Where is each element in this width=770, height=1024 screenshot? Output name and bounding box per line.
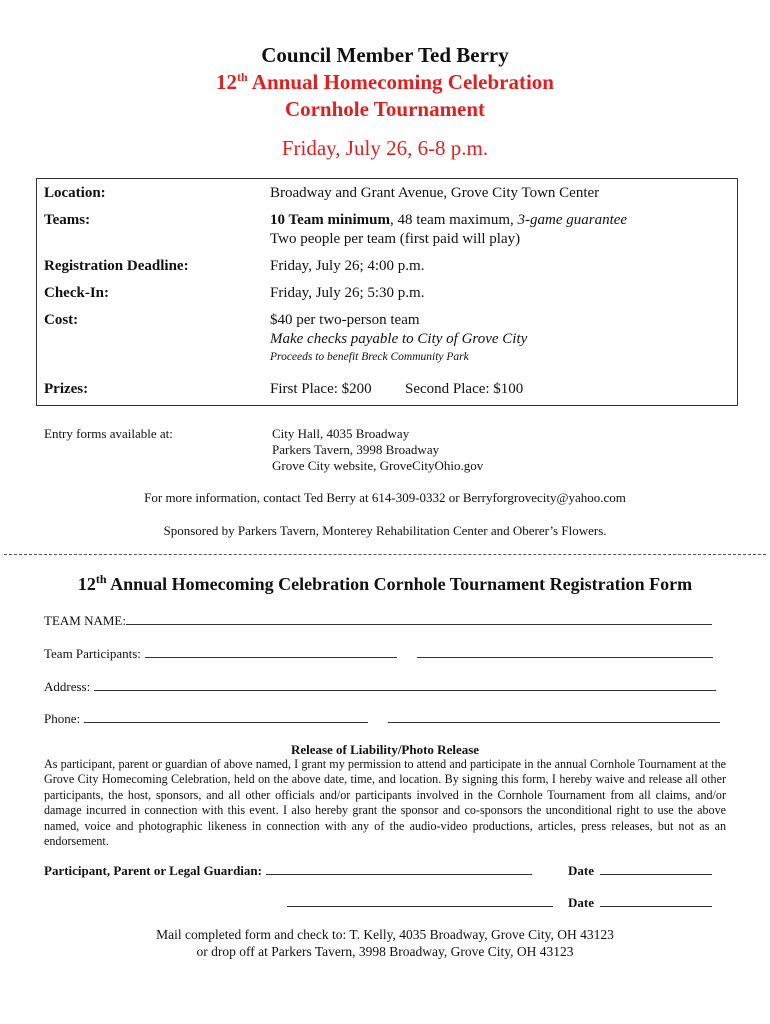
location-value: Broadway and Grant Avenue, Grove City Town Center: [270, 185, 600, 201]
date-row-1: [568, 862, 712, 879]
entry-location-city-hall: City Hall, 4035 Broadway: [272, 426, 410, 441]
prize-second: Second Place: $100: [405, 381, 524, 397]
cut-line: [4, 554, 766, 555]
participants-row: [44, 645, 713, 662]
tournament-title: Cornhole Tournament: [284, 97, 486, 121]
teams-guarantee: 3-game guarantee: [517, 212, 628, 228]
release-title: Release of Liability/Photo Release: [290, 742, 480, 757]
phone-1-field[interactable]: [84, 710, 368, 723]
team-name-field[interactable]: [126, 612, 712, 625]
phone-label: Phone:: [44, 711, 81, 726]
entry-forms-label: Entry forms available at:: [44, 426, 173, 441]
checkin-value: Friday, July 26; 5:30 p.m.: [270, 285, 425, 301]
event-number-suffix: th: [237, 70, 248, 84]
cost-checks-note: Make checks payable to City of Grove City: [270, 331, 528, 347]
address-field[interactable]: [94, 678, 716, 691]
date-label-2: Date: [568, 895, 594, 910]
date-field-2[interactable]: [600, 894, 712, 907]
teams-label: Teams:: [44, 212, 91, 228]
phone-row: [44, 710, 720, 727]
teams-maximum: , 48 team maximum,: [390, 212, 518, 228]
team-name-label: TEAM NAME:: [44, 613, 126, 628]
participant-1-field[interactable]: [145, 645, 397, 658]
cost-proceeds-note: Proceeds to benefit Breck Community Park: [270, 351, 469, 363]
event-number: 12: [216, 70, 238, 94]
form-title-rest: Annual Homecoming Celebration Cornhole Tournament Registration Form: [106, 574, 693, 594]
event-title-rest: Annual Homecoming Celebration: [247, 70, 554, 94]
event-title: [0, 70, 770, 95]
teams-value: [270, 212, 627, 229]
prizes-label: Prizes:: [44, 381, 89, 397]
cost-label: Cost:: [44, 312, 79, 328]
form-title-suffix: th: [95, 572, 107, 586]
phone-2-field[interactable]: [388, 710, 720, 723]
date-label-1: Date: [568, 863, 594, 878]
address-label: Address:: [44, 679, 91, 694]
date-row-2: [568, 894, 712, 911]
deadline-value: Friday, July 26; 4:00 p.m.: [270, 258, 425, 274]
entry-location-parkers: Parkers Tavern, 3998 Broadway: [272, 442, 440, 457]
cost-value: $40 per two-person team: [270, 312, 420, 328]
second-signature-field[interactable]: [287, 894, 553, 907]
form-title: [0, 572, 770, 595]
participant-2-field[interactable]: [417, 645, 713, 658]
deadline-label: Registration Deadline:: [44, 258, 189, 274]
date-field-1[interactable]: [600, 862, 712, 875]
event-date: Friday, July 26, 6-8 p.m.: [281, 136, 489, 160]
checkin-label: Check-In:: [44, 285, 110, 301]
contact-info: For more information, contact Ted Berry at 614-309-0332 or Berryforgrovecity@yahoo.com: [144, 490, 626, 505]
sponsors: Sponsored by Parkers Tavern, Monterey Rehabilitation Center and Oberer’s Flowers.: [163, 523, 607, 538]
teams-minimum: 10 Team minimum: [270, 212, 391, 228]
guardian-label: Participant, Parent or Legal Guardian:: [44, 863, 262, 878]
entry-location-website: Grove City website, GroveCityOhio.gov: [272, 458, 484, 473]
address-row: [44, 678, 716, 695]
form-title-number: 12: [77, 574, 96, 594]
dropoff-instructions: or drop off at Parkers Tavern, 3998 Broadway, Grove City, OH 43123: [196, 944, 574, 959]
teams-line2: Two people per team (first paid will play): [270, 231, 521, 247]
guardian-signature-field[interactable]: [266, 862, 532, 875]
guardian-signature-row: [44, 862, 532, 879]
participants-label: Team Participants:: [44, 646, 141, 661]
mail-instructions: Mail completed form and check to: T. Kelly, 4035 Broadway, Grove City, OH 43123: [156, 927, 614, 942]
second-signature-row: [287, 894, 553, 911]
location-label: Location:: [44, 185, 106, 201]
organizer-title: Council Member Ted Berry: [261, 43, 509, 67]
prize-first: First Place: $200: [270, 381, 372, 397]
team-name-row: [44, 612, 712, 629]
release-body: As participant, parent or guardian of above named, I grant my permission to attend and participate in the annual Cornhole Tournament at the Grove City Homecoming Celebration, held on the above date, time, and location. By signing this form, I hereby waive and release all other participants, the host, sponsors, and all other officials and/or participants involved in the Cornhole Tournament from all claims, and/or damage incurred in connection with this event. I also hereby grant the sponsor and co-sponsors the unconditional right to use the above named, voice and photographic likeness in connection with any of the audio-video productions, articles, press releases, but not as an endorsement.: [44, 757, 726, 849]
